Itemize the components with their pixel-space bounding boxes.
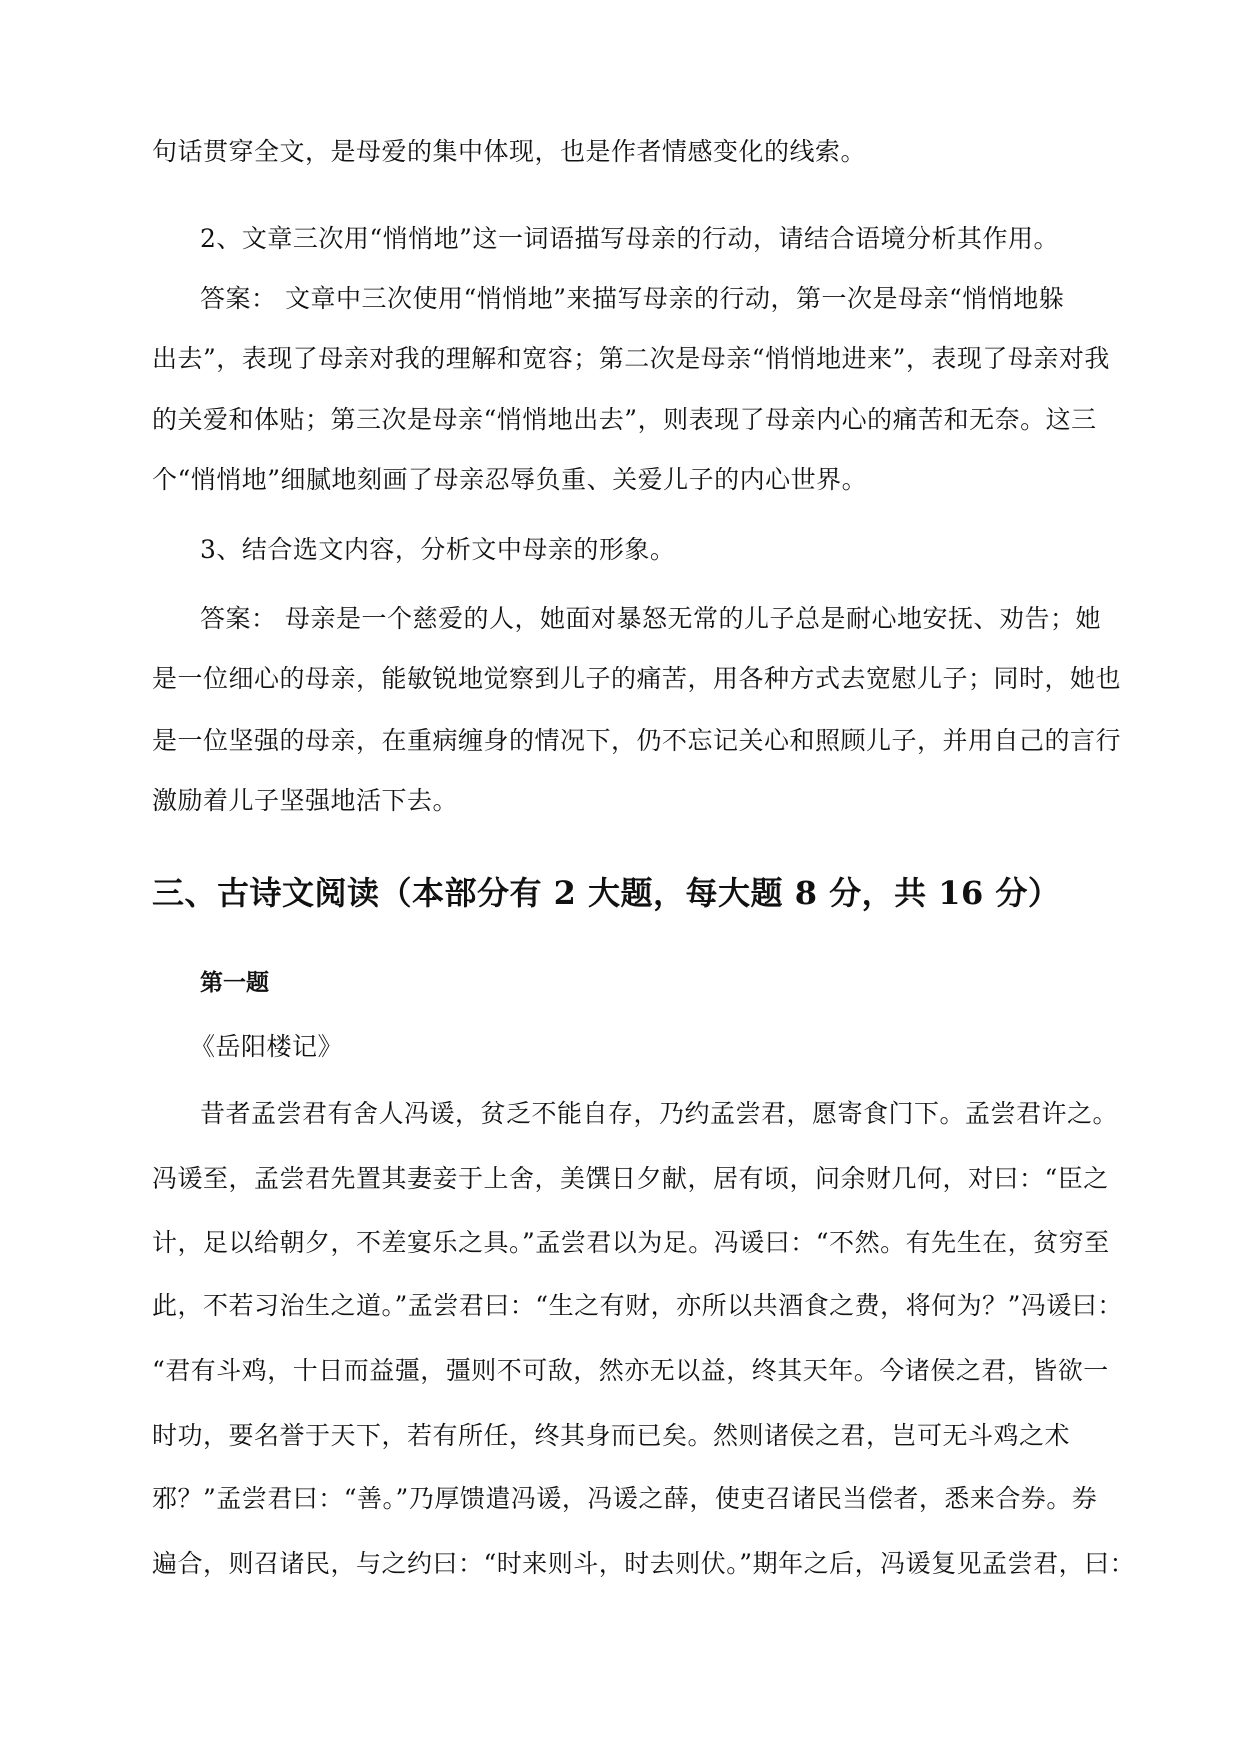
answer-line: 出去”，表现了母亲对我的理解和宽容；第二次是母亲“悄悄地进来”，表现了母亲对我 (152, 344, 1110, 373)
answer-line: 是一位细心的母亲，能敏锐地觉察到儿子的痛苦，用各种方式去宽慰儿子；同时，她也 (152, 664, 1122, 693)
answer-line: 激励着儿子坚强地活下去。 (152, 786, 459, 815)
question-2: 2、文章三次用“悄悄地”这一词语描写母亲的行动，请结合语境分析其作用。 (200, 224, 1059, 253)
passage-line: 遍合，则召诸民，与之约曰：“时来则斗，时去则伏。”期年之后，冯谖复见孟尝君，曰： (152, 1549, 1136, 1578)
answer-line: 的关爱和体贴；第三次是母亲“悄悄地出去”，则表现了母亲内心的痛苦和无奈。这三 (152, 405, 1097, 434)
passage-line: 冯谖至，孟尝君先置其妻妾于上舍，美馔日夕献，居有顷，问余财几何，对曰：“臣之 (152, 1164, 1109, 1193)
passage-line: 此，不若习治生之道。”孟尝君曰：“生之有财，亦所以共酒食之费，将何为？”冯谖曰： (152, 1291, 1123, 1320)
answer-line: 答案： 文章中三次使用“悄悄地”来描写母亲的行动，第一次是母亲“悄悄地躲 (200, 284, 1065, 313)
passage-line: 昔者孟尝君有舍人冯谖，贫乏不能自存，乃约孟尝君，愿寄食门下。孟尝君许之。 (200, 1099, 1119, 1128)
passage-line: 时功，要名誉于天下，若有所任，终其身而已矣。然则诸侯之君，岂可无斗鸡之术 (152, 1421, 1071, 1450)
answer-line: 答案： 母亲是一个慈爱的人，她面对暴怒无常的儿子总是耐心地安抚、劝告；她 (200, 604, 1101, 633)
answer-line: 个“悄悄地”细腻地刻画了母亲忍辱负重、关爱儿子的内心世界。 (152, 465, 868, 494)
answer-line: 是一位坚强的母亲，在重病缠身的情况下，仍不忘记关心和照顾儿子，并用自己的言行 (152, 726, 1122, 755)
passage-line: 计，足以给朝夕，不差宴乐之具。”孟尝君以为足。冯谖曰：“不然。有先生在，贫穷至 (152, 1228, 1110, 1257)
passage-line: “君有斗鸡，十日而益彊，彊则不可敌，然亦无以益，终其天年。今诸侯之君，皆欲一 (152, 1356, 1109, 1385)
passage-line: 邪？”孟尝君曰：“善。”乃厚馈遣冯谖，冯谖之薛，使吏召诸民当偿者，悉来合券。券 (152, 1484, 1098, 1513)
body-line: 句话贯穿全文，是母爱的集中体现，也是作者情感变化的线索。 (152, 137, 867, 166)
question-3: 3、结合选文内容，分析文中母亲的形象。 (200, 535, 676, 564)
passage-title: 《岳阳楼记》 (190, 1032, 344, 1061)
section-heading: 三、古诗文阅读（本部分有 2 大题，每大题 8 分，共 16 分） (152, 874, 1061, 912)
subheading: 第一题 (200, 970, 269, 996)
